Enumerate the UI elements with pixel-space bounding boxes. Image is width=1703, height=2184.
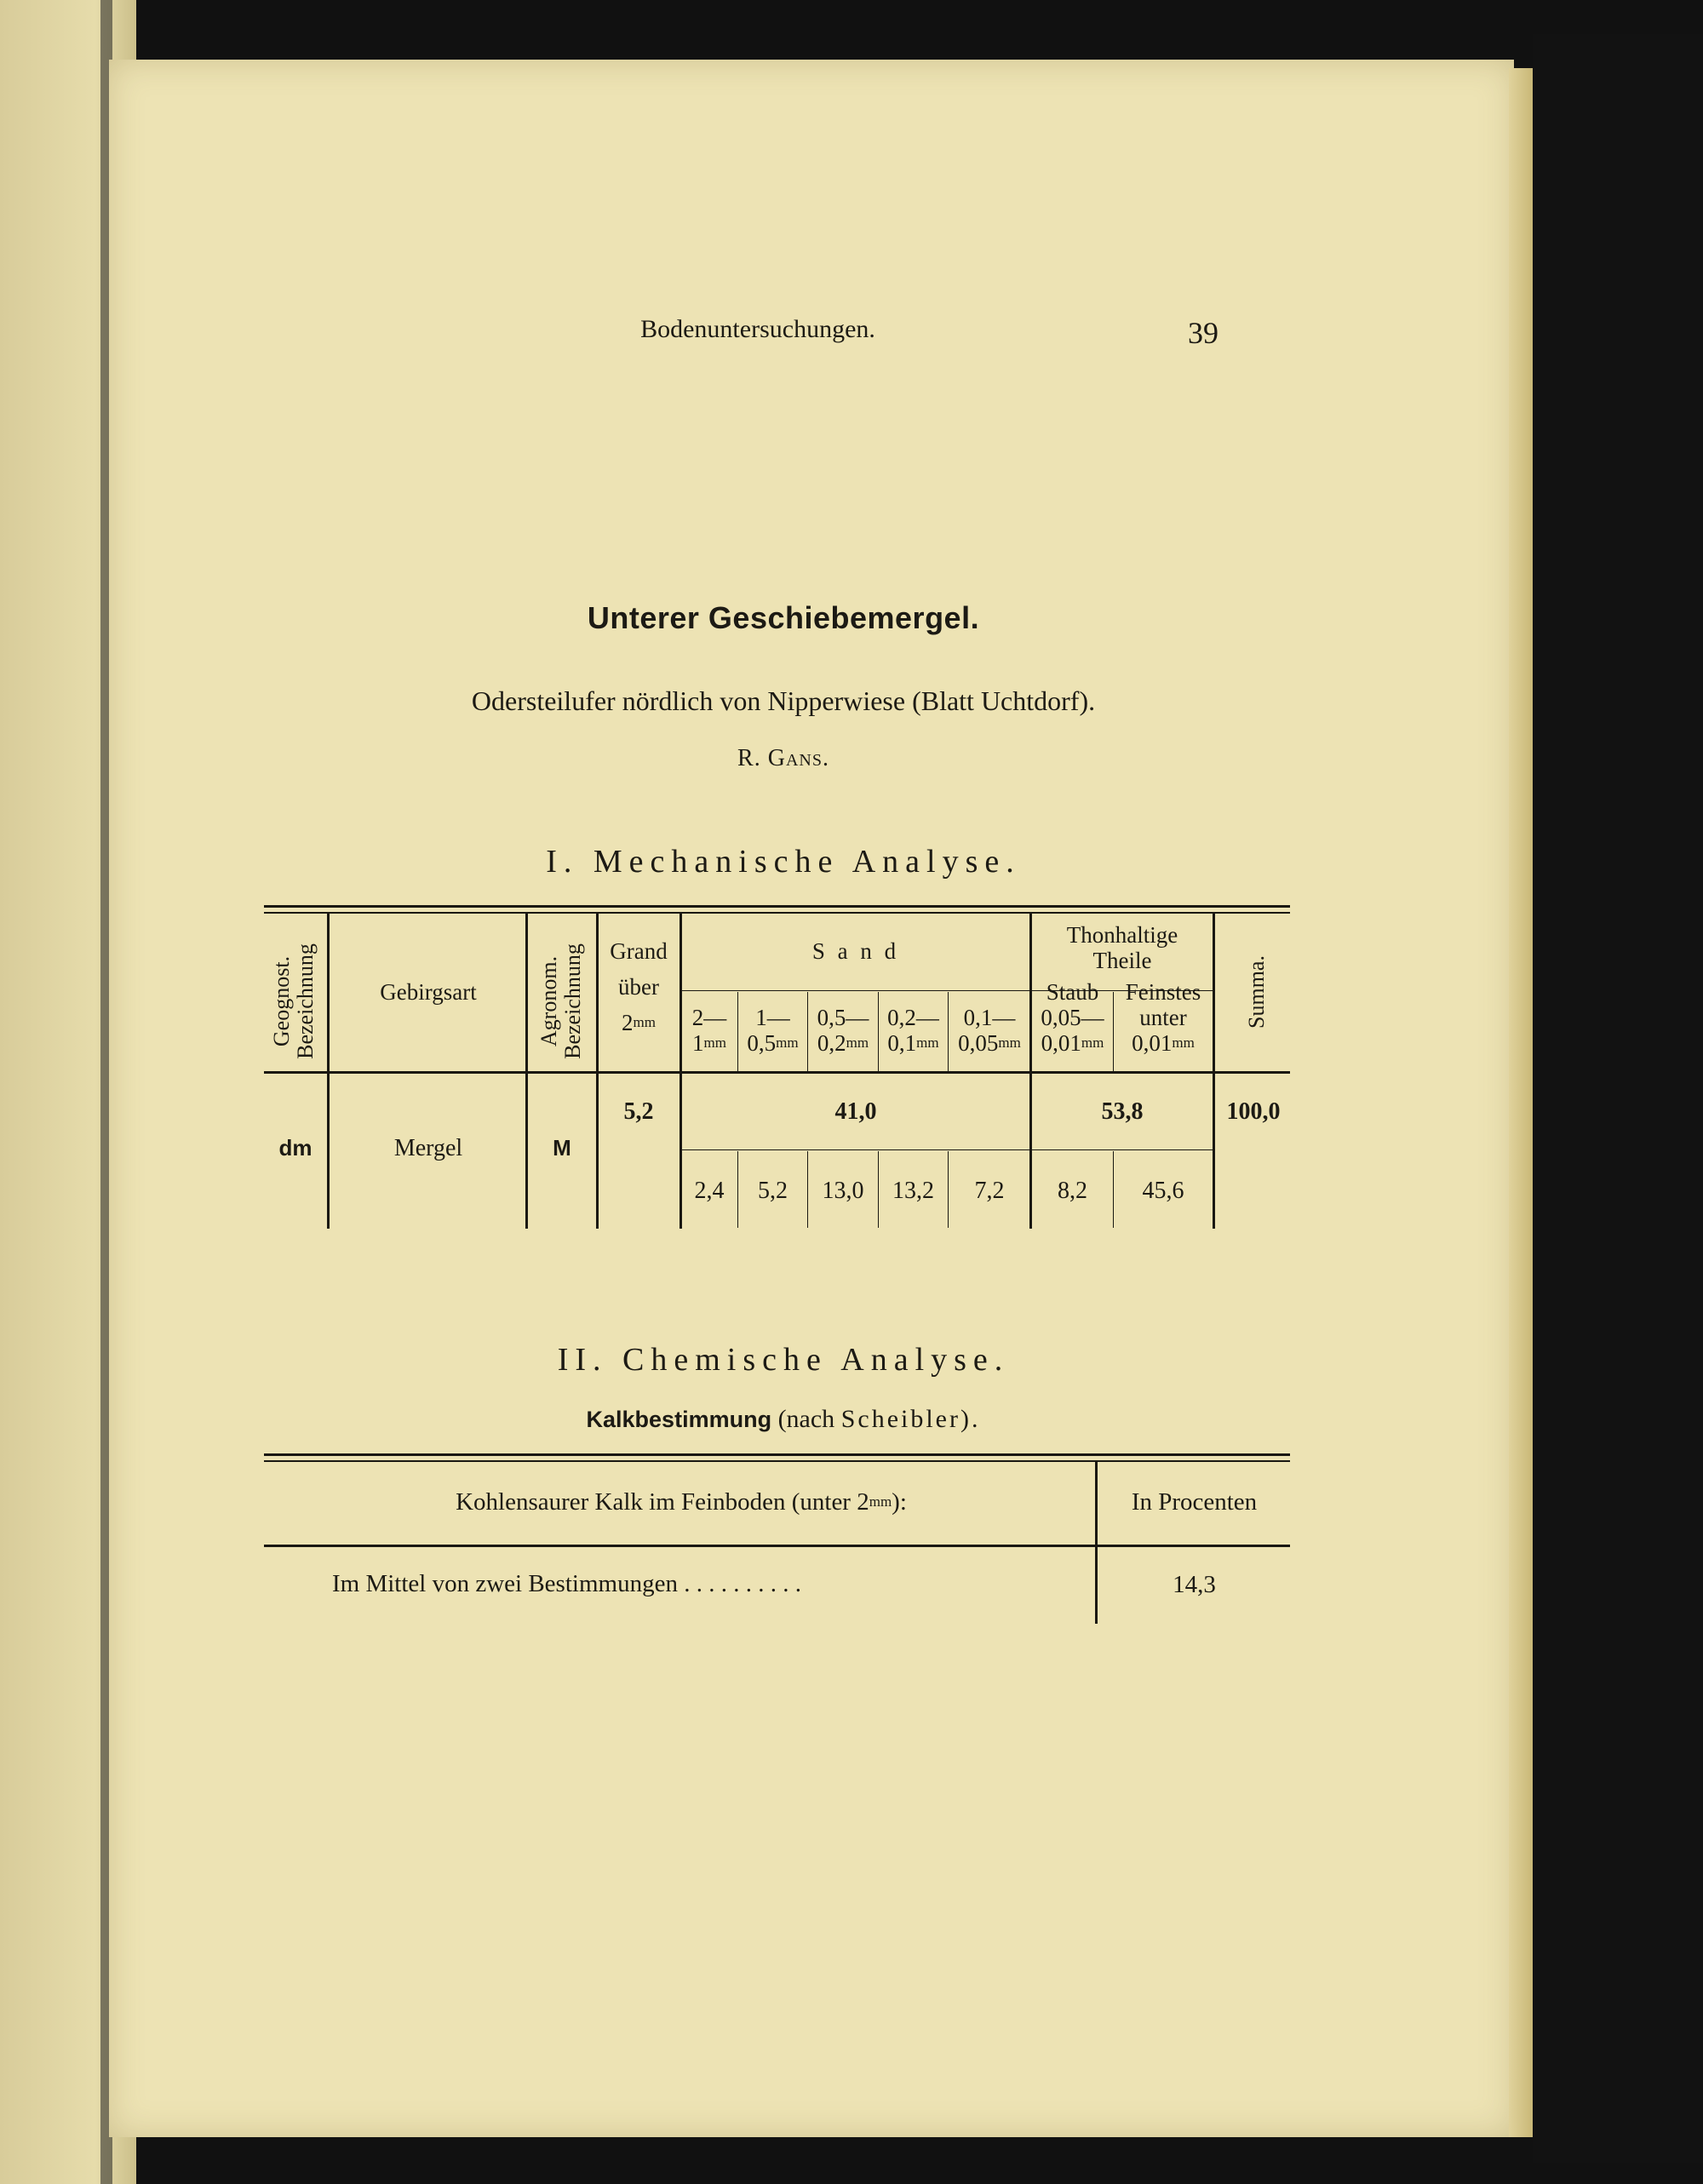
book-cover — [1533, 34, 1703, 2163]
header-gebirgsart: Gebirgsart — [380, 979, 477, 1005]
kalk-row-value: 14,3 — [1173, 1571, 1216, 1598]
page-number: 39 — [1188, 316, 1218, 350]
kalk-row-label: Im Mittel von zwei Bestimmungen . . . . . . . . . . — [332, 1570, 801, 1597]
header-agronom: Agronom. Bezeichnung — [536, 943, 585, 1059]
header-sand-2-1: 2— $1^{mm}$ — [691, 1005, 727, 1056]
section-heading-mechanische: I. Mechanische Analyse. — [546, 844, 1021, 880]
cell-sand-1-05: 5,2 — [758, 1178, 788, 1204]
cell-geognost: dm — [278, 1135, 313, 1161]
cell-thon-total: 53,8 — [1101, 1098, 1144, 1125]
cell-staub: 8,2 — [1058, 1178, 1087, 1204]
header-summa: Summa. — [1244, 955, 1269, 1029]
header-grand: Grand über $2^{mm}$ — [610, 938, 668, 1035]
cell-sand-02-01: 13,2 — [892, 1178, 934, 1204]
cell-sand-2-1: 2,4 — [694, 1178, 725, 1204]
cell-summa: 100,0 — [1226, 1098, 1281, 1125]
header-staub: Staub 0,05— $0,01^{mm}$ — [1041, 979, 1104, 1056]
header-feinstes: Feinstes unter $0,01^{mm}$ — [1125, 979, 1201, 1056]
cell-agronom: M — [553, 1135, 571, 1161]
header-sand-02-01: 0,2— $0,1^{mm}$ — [887, 1005, 939, 1056]
kalk-header-right: In Procenten — [1131, 1488, 1258, 1516]
running-title: Bodenuntersuchungen. — [640, 315, 875, 343]
cell-gebirgsart: Mergel — [393, 1135, 463, 1161]
cell-sand-total: 41,0 — [834, 1098, 877, 1125]
page-edges — [1509, 68, 1533, 2137]
kalk-header-left: Kohlensaurer Kalk im Feinboden (unter $2^{mm}$): — [456, 1488, 907, 1516]
header-sand-01-005: 0,1— $0,05^{mm}$ — [958, 1005, 1021, 1056]
cell-sand-01-005: 7,2 — [974, 1178, 1005, 1204]
cell-feinstes: 45,6 — [1142, 1178, 1184, 1204]
location-subtitle: Odersteilufer nördlich von Nipperwiese (Blatt Uchtdorf). — [471, 685, 1096, 716]
header-sand-05-02: 0,5— $0,2^{mm}$ — [817, 1005, 869, 1056]
author: R. Gans. — [737, 745, 829, 771]
header-geognost: Geognost. Bezeichnung — [269, 943, 318, 1059]
page-title: Unterer Geschiebemergel. — [587, 600, 980, 635]
cell-grand: 5,2 — [623, 1098, 654, 1125]
header-thonhaltige: Thonhaltige Theile — [1066, 922, 1178, 973]
header-sand-1-05: 1— $0,5^{mm}$ — [747, 1005, 799, 1056]
header-sand: S a n d — [811, 938, 900, 964]
kalkbestimmung-heading: Kalkbestimmung (nach Scheibler). — [586, 1405, 981, 1433]
cell-sand-05-02: 13,0 — [822, 1178, 864, 1204]
section-heading-chemische: II. Chemische Analyse. — [557, 1342, 1010, 1378]
